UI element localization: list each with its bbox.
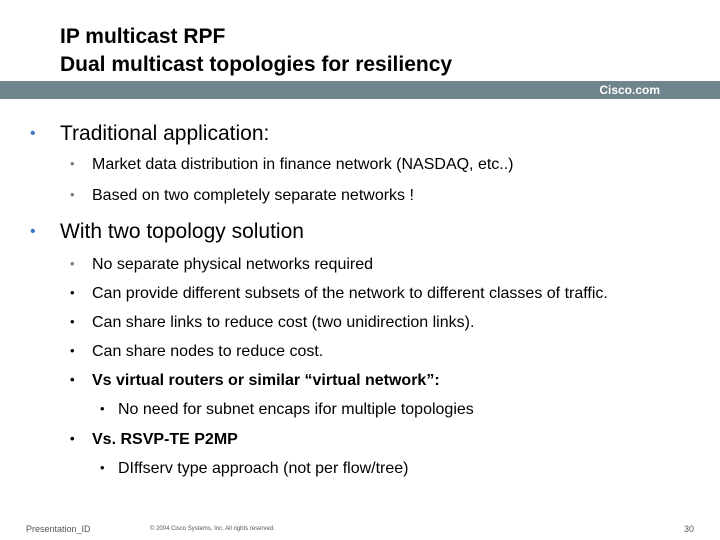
bullet-vs-virtual: • Vs virtual routers or similar “virtual network”: (70, 372, 440, 389)
footer-page-number: 30 (683, 524, 694, 534)
bullet-marker: • (30, 223, 36, 240)
bullet-no-separate: • No separate physical networks required (70, 256, 374, 273)
brand-logo-text: Cisco.com (599, 83, 660, 97)
bullet-marker: • (70, 431, 75, 446)
bullet-marker: • (70, 187, 75, 202)
bullet-marker: • (70, 256, 75, 271)
bullet-marker: • (70, 285, 75, 300)
bullet-share-nodes: • Can share nodes to reduce cost. (70, 343, 324, 360)
bullet-subsets: • Can provide different subsets of the network to different classes of traffic. (70, 285, 608, 302)
bullet-vs-rsvp: • Vs. RSVP-TE P2MP (70, 431, 238, 448)
bullet-traditional: • Traditional application: (30, 122, 270, 145)
title-line-2: Dual multicast topologies for resiliency (60, 53, 453, 76)
bullet-two-topology: • With two topology solution (30, 220, 304, 243)
bullet-market-data: • Market data distribution in finance network (NASDAQ, etc..) (70, 156, 514, 173)
bullet-no-encaps: • No need for subnet encaps ifor multiple topologies (100, 401, 474, 418)
bullet-marker: • (100, 401, 105, 416)
bullet-marker: • (70, 156, 75, 171)
title-line-1: IP multicast RPF (60, 25, 226, 48)
slide-title (60, 23, 452, 79)
bullet-marker: • (70, 372, 75, 387)
bullet-marker: • (100, 460, 105, 475)
bullet-separate-networks: • Based on two completely separate networks ! (70, 187, 414, 204)
footer-presentation-id: Presentation_ID (26, 524, 91, 534)
bullet-marker: • (70, 314, 75, 329)
footer-copyright: © 2004 Cisco Systems, Inc. All rights reserved. (150, 526, 275, 532)
bullet-share-links: • Can share links to reduce cost (two unidirection links). (70, 314, 475, 331)
bullet-marker: • (30, 125, 36, 142)
bullet-diffserv: • DIffserv type approach (not per flow/tree) (100, 460, 409, 477)
bullet-marker: • (70, 343, 75, 358)
